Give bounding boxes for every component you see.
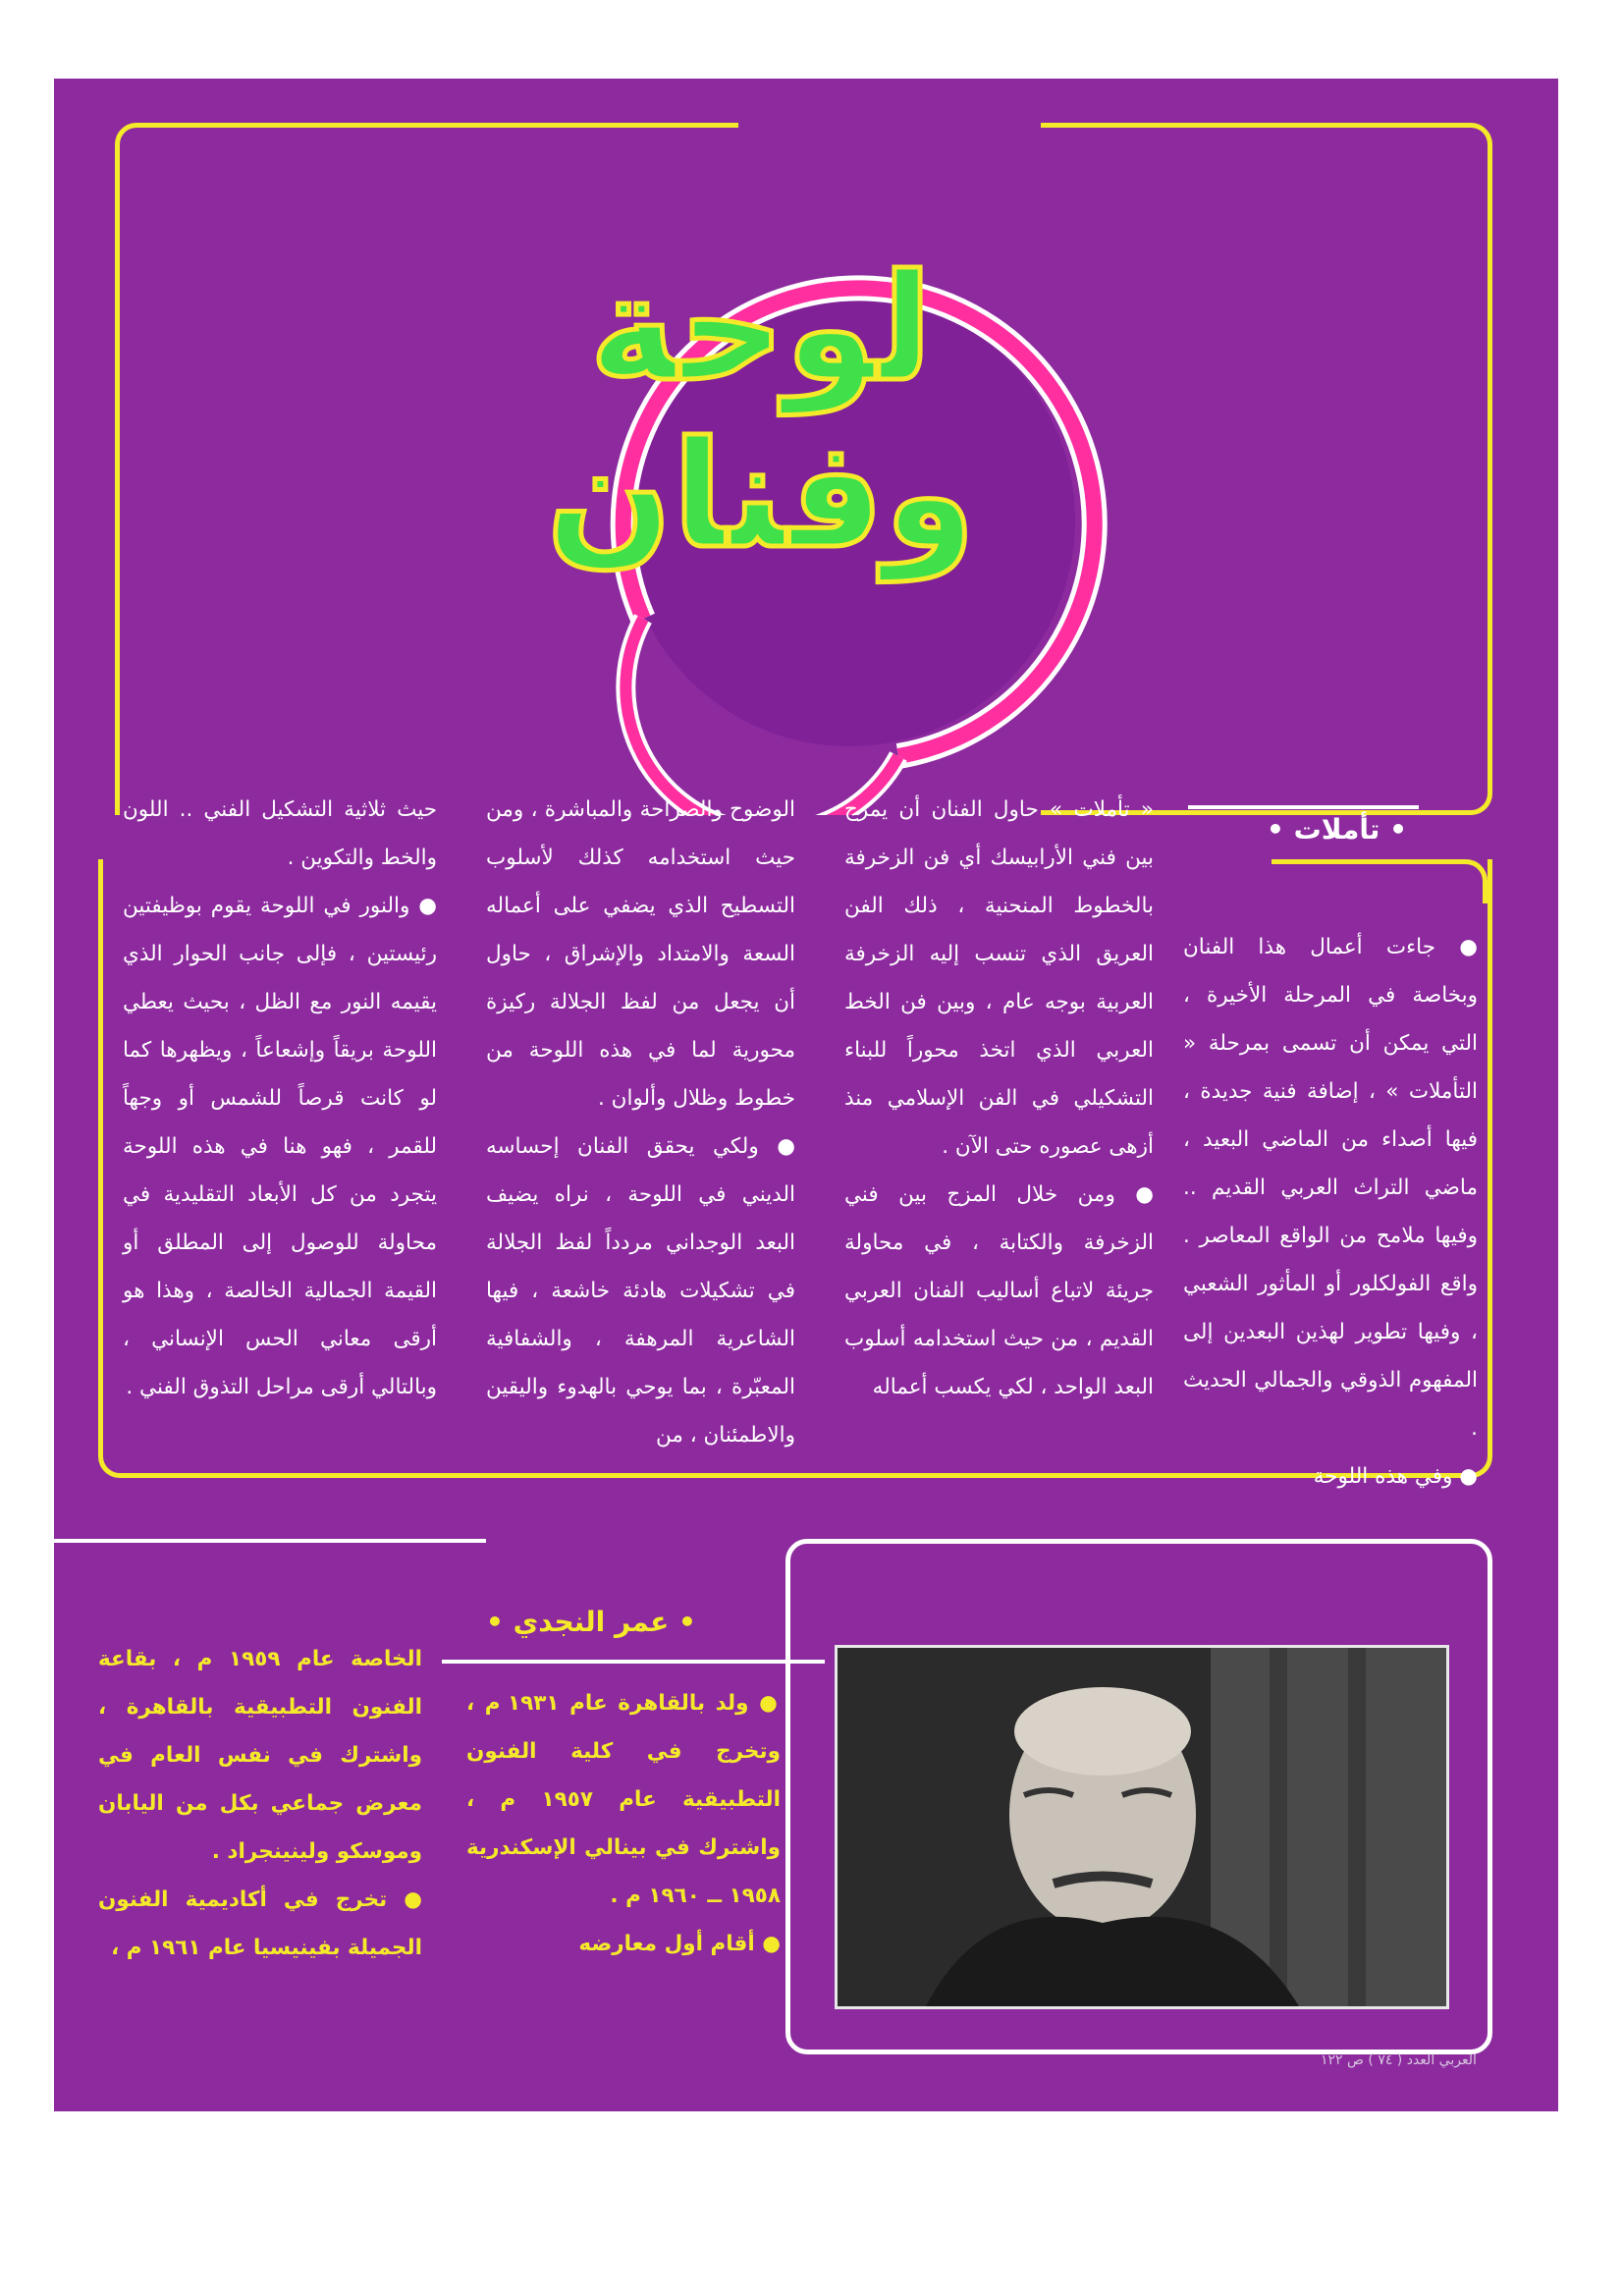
artist-rule-left [54,1539,486,1543]
section-heading-artist: • عمر النجدي • [486,1606,696,1638]
page-footer: العربي العدد ( ٧٤ ) ص ١٢٢ [1321,2052,1477,2068]
paragraph: ● تخرج في أكاديمية الفنون الجميلة بفينيسيا عام ١٩٦١ م ، [98,1887,422,1960]
paragraph: حيث ثلاثية التشكيل الفني .. اللون والخط والتكوين . [123,797,437,870]
title-line-2: وفنان [546,410,976,581]
heading-rule-top [1188,805,1419,809]
paragraph: « تأملات » حاول الفنان أن يمزج بين فني الأرابيسك أي فن الزخرفة بالخطوط المنحنية ، ذلك الفن العريق الذي تنسب إليه الزخرفة العربية بوجه عام ، وبين فن الخط العربي الذي اتخذ محوراً للبناء التشكيلي في الفن الإسلامي منذ أزهى عصوره حتى الآن . [844,797,1154,1159]
reflections-column-2 [844,786,1154,1411]
artist-column-2 [98,1635,422,1972]
paragraph: ● ولد بالقاهرة عام ١٩٣١ م ، وتخرج في كلية الفنون التطبيقية عام ١٩٥٧ م ، واشترك في بينالي الإسكندرية ١٩٥٨ ــ ١٩٦٠ م . [466,1691,781,1908]
paragraph: ● ولكي يحقق الفنان إحساسه الديني في اللوحة ، نراه يضيف البعد الوجداني مردداً لفظ الجلالة في تشكيلات هادئة خاشعة ، فيها الشاعرية المرهفة ، والشفافية المعبّرة ، بما يوحي بالهدوء واليقين والاطمئنان ، من [486,1134,795,1448]
magazine-page [54,79,1558,2111]
artist-column-1 [466,1679,781,1968]
title-artwork [486,206,1173,815]
artist-photo [835,1645,1449,2009]
paragraph: الوضوح والصراحة والمباشرة ، ومن حيث استخدامه كذلك لأسلوب التسطيح الذي يضفي على أعماله السعة والامتداد والإشراق ، حاول أن يجعل من لفظ الجلالة ركيزة محورية لما في هذه اللوحة من خطوط وظلال وألوان . [486,797,795,1111]
paragraph: ● والنور في اللوحة يقوم بوظيفتين رئيستين ، فإلى جانب الحوار الذي يقيمه النور مع الظل ، بحيث يعطي اللوحة بريقاً وإشعاعاً ، ويظهرها كما لو كانت قرصاً للشمس أو وجهاً للقمر ، فهو هنا في هذه اللوحة يتجرد من كل الأبعاد التقليدية في محاولة للوصول إلى المطلق أو القيمة الجمالية الخالصة ، وهذا هو أرقى معاني الحس الإنساني ، وبالتالي أرقى مراحل التذوق الفني . [123,894,437,1399]
reflections-column-4 [123,786,437,1411]
page-title [486,246,1036,579]
paragraph: الخاصة عام ١٩٥٩ م ، بقاعة الفنون التطبيقية بالقاهرة ، واشترك في نفس العام في معرض جماعي بكل من اليابان وموسكو ولينينجراد . [98,1647,422,1864]
reflections-column-3 [486,786,795,1459]
artist-rule-right [442,1660,825,1664]
paragraph: ● وفي هذه اللوحة [1313,1464,1478,1489]
section-heading-reflections: • تأملات • [1267,813,1408,846]
artist-photo-graphic [838,1648,1446,2006]
paragraph: ● ومن خلال المزج بين فني الزخرفة والكتابة ، في محاولة جريئة لاتباع أساليب الفنان العربي القديم ، من حيث استخدامه أسلوب البعد الواحد ، لكي يكسب أعماله [844,1182,1154,1399]
paragraph: ● جاءت أعمال هذا الفنان وبخاصة في المرحلة الأخيرة ، التي يمكن أن تسمى بمرحلة « التأملات » ، إضافة فنية جديدة ، فيها أصداء من الماضي البعيد ، ماضي التراث العربي القديم .. وفيها ملامح من الواقع المعاصر . واقع الفولكلور أو المأثور الشعبي ، وفيها تطوير لهذين البعدين إلى المفهوم الذوقي والجمالي الحديث . [1183,935,1478,1441]
reflections-column-1 [1183,923,1478,1501]
paragraph: ● أقام أول معارضه [578,1932,781,1956]
text-frame-top-right [1271,859,1488,903]
title-line-1: لوحة [589,244,933,414]
